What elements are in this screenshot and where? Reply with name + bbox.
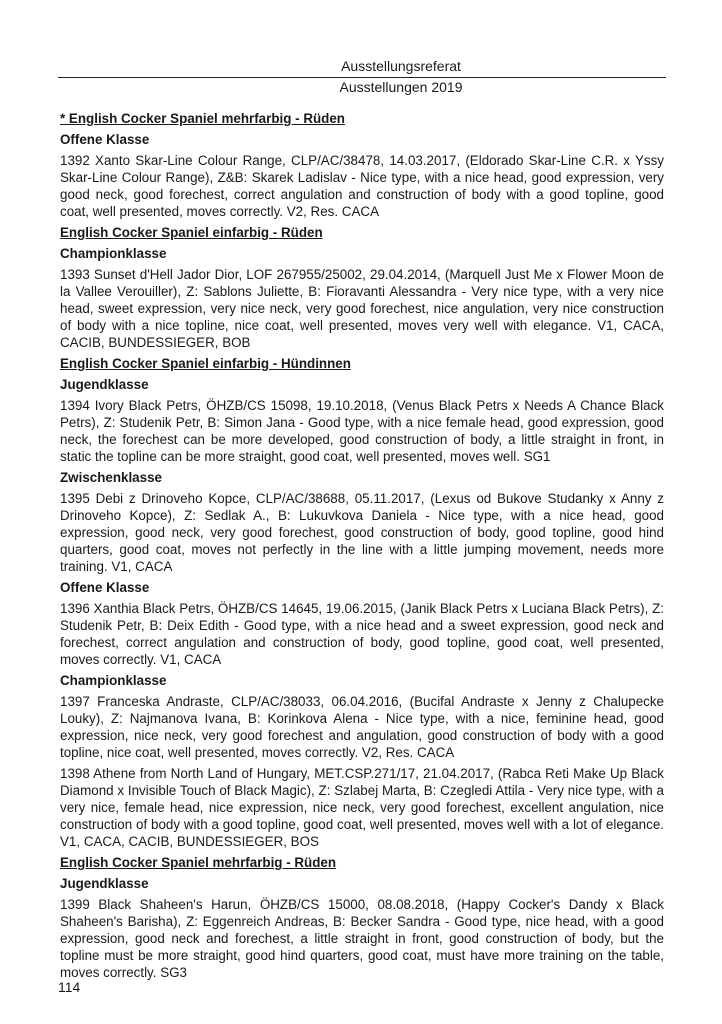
header-subtitle: Ausstellungen 2019 xyxy=(339,79,463,95)
entry-1392: 1392 Xanto Skar-Line Colour Range, CLP/AC/38478, 14.03.2017, (Eldorado Skar-Line C.R. x Yssy Skar-Line Colour Range), Z&B: Skarek Ladislav - Nice type, with a nice head, good expression, very good neck, good forechest, correct angulation and construction of body with a good topline, good coat, well presented, moves correctly. V2, Res. CACA xyxy=(60,153,664,219)
class-title: Championklasse xyxy=(60,246,167,261)
section-title: * English Cocker Spaniel mehrfarbig - Rüden xyxy=(60,111,345,126)
report-content xyxy=(60,110,664,985)
entry-1393: 1393 Sunset d'Hell Jador Dior, LOF 267955/25002, 29.04.2014, (Marquell Just Me x Flower Moon de la Vallee Verouiller), Z: Sablons Juliette, B: Fioravanti Alessandra - Very nice type, with a very nice head, sweet expression, very nice neck, very good forechest, nice angulation, very nice construction of body with a nice topline, nice coat, well presented, moves very well with elegance. V1, CACA, CACIB, BUNDESSIEGER, BOB xyxy=(60,267,664,350)
entry-1395: 1395 Debi z Drinoveho Kopce, CLP/AC/38688, 05.11.2017, (Lexus od Bukove Studanky x Anny z Drinoveho Kopce), Z: Sedlak A., B: Lukuvkova Daniela - Nice type, with a nice head, good expression, good neck, very good forechest, good construction of body, good topline, good hind quarters, good coat, moves not perfectly in the line with a little jumping movement, needs more training. V1, CACA xyxy=(60,491,664,574)
class-title: Jugendklasse xyxy=(60,377,149,392)
class-title: Championklasse xyxy=(60,673,167,688)
class-title: Offene Klasse xyxy=(60,580,150,595)
class-title: Zwischenklasse xyxy=(60,470,162,485)
entry-1398: 1398 Athene from North Land of Hungary, MET.CSP.271/17, 21.04.2017, (Rabca Reti Make Up Black Diamond x Invisible Touch of Black Magic), Z: Szlabej Marta, B: Czegledi Attila - Very nice type, with a very nice, female head, nice expression, nice neck, very good forechest, excellent angulation, nice construction of body with a good topline, good coat, well presented, moves well with a lot of elegance. V1, CACA, CACIB, BUNDESSIEGER, BOS xyxy=(60,766,664,849)
entry-1396: 1396 Xanthia Black Petrs, ÖHZB/CS 14645, 19.06.2015, (Janik Black Petrs x Luciana Black Petrs), Z: Studenik Petr, B: Deix Edith - Good type, with a nice head and a sweet expression, good neck and forechest, correct angulation and construction of body, good topline, good coat, well presented, moves correctly. V1, CACA xyxy=(60,601,664,667)
class-title: Offene Klasse xyxy=(60,132,150,147)
header-divider xyxy=(58,77,666,78)
entry-1394: 1394 Ivory Black Petrs, ÖHZB/CS 15098, 19.10.2018, (Venus Black Petrs x Needs A Chance Black Petrs), Z: Studenik Petr, B: Simon Jana - Good type, with a nice female head, good expression, good neck, the forechest can be more developed, good construction of body, a little straight in front, in static the topline can be more straight, good coat, well presented, moves well. SG1 xyxy=(60,398,664,464)
page-header xyxy=(0,58,722,95)
section-title: English Cocker Spaniel einfarbig - Hündinnen xyxy=(60,356,351,371)
class-title: Jugendklasse xyxy=(60,876,149,891)
section-title: English Cocker Spaniel mehrfarbig - Rüden xyxy=(60,855,337,870)
entry-1397: 1397 Franceska Andraste, CLP/AC/38033, 06.04.2016, (Bucifal Andraste x Jenny z Chalupecke Louky), Z: Najmanova Ivana, B: Korinkova Alena - Nice type, with a nice, feminine head, good expression, nice neck, very good forechest and angulation, good construction of body with a good topline, nice coat, well presented, moves correctly. V2, Res. CACA xyxy=(60,694,664,760)
page-number: 114 xyxy=(58,979,81,995)
entry-1399: 1399 Black Shaheen's Harun, ÖHZB/CS 15000, 08.08.2018, (Happy Cocker's Dandy x Black Shaheen's Barisha), Z: Eggenreich Andreas, B: Becker Sandra - Good type, nice head, with a good expression, good neck and forechest, a little straight in front, good construction of body, but the topline must be more straight, good hind quarters, good coat, must have more training on the table, moves correctly. SG3 xyxy=(60,897,664,980)
header-title: Ausstellungsreferat xyxy=(341,58,461,74)
section-title: English Cocker Spaniel einfarbig - Rüden xyxy=(60,225,323,240)
